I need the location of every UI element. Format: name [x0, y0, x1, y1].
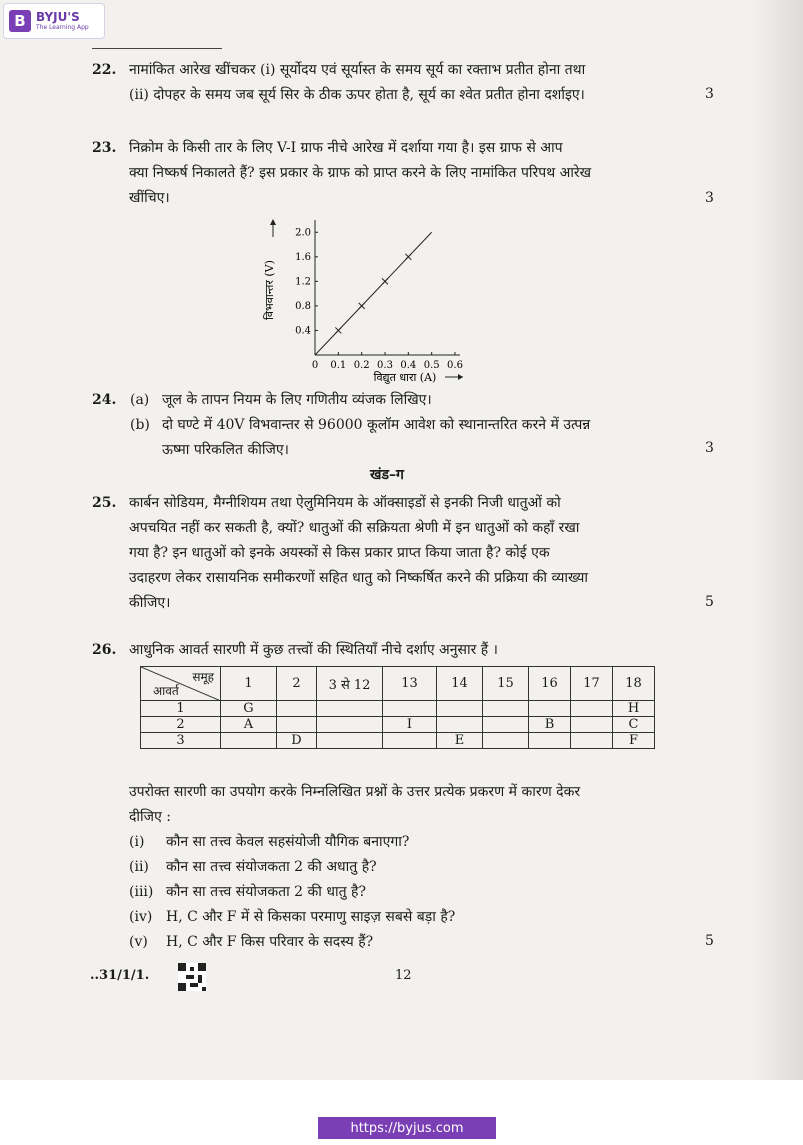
x-tick-label: 0.2 — [353, 360, 370, 371]
question-text-line: खींचिए। — [129, 190, 170, 206]
marks-q24: 3 — [705, 440, 714, 456]
element-cell — [529, 701, 571, 717]
part-label: (b) — [130, 417, 150, 433]
element-cell: A — [221, 717, 277, 733]
x-tick-label: 0.6 — [447, 360, 463, 371]
sub-question-text: कौन सा तत्त्व केवल सहसंयोजी यौगिक बनाएगा? — [166, 834, 410, 850]
element-cell — [317, 701, 383, 717]
element-cell — [317, 717, 383, 733]
element-cell — [483, 717, 529, 733]
group-header: 1 — [221, 667, 277, 701]
question-number: 26. — [92, 642, 117, 658]
y-tick-label: 1.6 — [295, 251, 311, 263]
group-header: 15 — [483, 667, 529, 701]
sub-question-label: (i) — [129, 834, 145, 850]
question-text-line: (ii) दोपहर के समय जब सूर्य सिर के ठीक ऊपर होता है, सूर्य का श्वेत प्रतीत होना दर्शाइए। — [129, 87, 585, 103]
element-cell — [571, 733, 613, 749]
series-line — [315, 232, 432, 355]
y-tick-label: 1.2 — [295, 276, 311, 288]
period-cell: 1 — [141, 701, 221, 717]
x-tick-label: 0.3 — [377, 360, 393, 371]
group-header: 13 — [383, 667, 437, 701]
element-cell: B — [529, 717, 571, 733]
table-row — [141, 717, 655, 733]
question-text-line: क्या निष्कर्ष निकालते हैं? इस प्रकार के ग्राफ को प्राप्त करने के लिए नामांकित परिपथ आरेख — [129, 165, 592, 181]
element-cell — [529, 733, 571, 749]
page-edge-shadow — [755, 0, 803, 1080]
element-cell: C — [613, 717, 655, 733]
logo-tagline: The Learning App — [36, 23, 89, 31]
table-corner-cell — [141, 667, 221, 701]
byjus-logo[interactable] — [3, 3, 105, 39]
part-text-line: ऊष्मा परिकलित कीजिए। — [162, 442, 289, 458]
question-text-line: निक्रोम के किसी तार के लिए V-I ग्राफ नीचे आरेख में दर्शाया गया है। इस ग्राफ से आप — [129, 140, 563, 156]
question-text-line: कीजिए। — [129, 595, 171, 611]
vi-graph — [255, 205, 495, 385]
period-cell: 3 — [141, 733, 221, 749]
element-cell — [437, 717, 483, 733]
group-header: 2 — [277, 667, 317, 701]
sub-question-label: (ii) — [129, 859, 149, 875]
sub-question-label: (v) — [129, 934, 148, 950]
x-label-arrowhead — [458, 374, 463, 380]
y-tick-label: 2.0 — [295, 227, 311, 239]
element-cell — [571, 717, 613, 733]
group-header: 18 — [613, 667, 655, 701]
sub-question-text: कौन सा तत्त्व संयोजकता 2 की धातु है? — [166, 884, 366, 900]
question-text-line: कार्बन सोडियम, मैग्नीशियम तथा ऐलुमिनियम के ऑक्साइडों से इनकी निजी धातुओं को — [129, 495, 561, 511]
element-cell: E — [437, 733, 483, 749]
table-header-row — [141, 667, 655, 701]
part-text: जूल के तापन नियम के लिए गणितीय व्यंजक लिखिए। — [162, 392, 432, 408]
sub-question — [129, 930, 374, 955]
sub-question-label: (iv) — [129, 909, 153, 925]
element-cell — [277, 701, 317, 717]
question-intro: आधुनिक आवर्त सारणी में कुछ तत्त्वों की स्थितियाँ नीचे दर्शाए अनुसार हैं । — [129, 642, 498, 658]
element-cell: F — [613, 733, 655, 749]
element-cell — [571, 701, 613, 717]
group-header: 17 — [571, 667, 613, 701]
element-cell — [317, 733, 383, 749]
part-text-line: दो घण्टे में 40V विभवान्तर से 96000 कूलॉम आवेश को स्थानान्तरित करने में उत्पन्न — [162, 417, 591, 433]
y-tick-label: 0.8 — [295, 300, 311, 312]
question-number: 23. — [92, 140, 117, 156]
element-cell: G — [221, 701, 277, 717]
paper-code: ..31/1/1. — [90, 968, 150, 983]
group-header: 16 — [529, 667, 571, 701]
question-text-line: अपचयित नहीं कर सकती है, क्यों? धातुओं की सक्रियता श्रेणी में इन धातुओं को कहाँ रखा — [129, 520, 580, 536]
table-row — [141, 701, 655, 717]
page-number: 12 — [395, 968, 412, 983]
x-tick-label: 0.1 — [330, 360, 347, 371]
periodic-table — [140, 666, 655, 749]
sub-question-list — [129, 830, 456, 955]
x-tick-label: 0.5 — [423, 360, 440, 371]
element-cell — [437, 701, 483, 717]
element-cell: D — [277, 733, 317, 749]
website-link[interactable]: https://byjus.com — [318, 1117, 496, 1139]
question-number: 25. — [92, 495, 117, 511]
sub-question-text: H, C और F में से किसका परमाणु साइज़ सबसे बड़ा है? — [166, 909, 456, 925]
question-text-line: उदाहरण लेकर रासायनिक समीकरणों सहित धातु को निष्कर्षित करने की प्रक्रिया की व्याख्या — [129, 570, 588, 586]
element-cell — [277, 717, 317, 733]
sub-question — [129, 905, 456, 930]
marks-q26: 5 — [705, 933, 714, 949]
corner-group-label: समूह — [192, 670, 214, 684]
question-text-line: गया है? इन धातुओं को इनके अयस्कों से किस प्रकार प्राप्त किया जाता है? कोई एक — [129, 545, 550, 561]
element-cell — [383, 701, 437, 717]
logo-name: BYJU'S — [36, 9, 80, 24]
group-header: 14 — [437, 667, 483, 701]
sub-question-text: कौन सा तत्त्व संयोजकता 2 की अधातु है? — [166, 859, 377, 875]
corner-period-label: आवर्त — [153, 684, 179, 698]
element-cell — [383, 733, 437, 749]
marks-q23: 3 — [705, 190, 714, 206]
qr-code-icon — [178, 963, 206, 991]
question-number: 22. — [92, 62, 117, 78]
element-cell: I — [383, 717, 437, 733]
instruction-line: उपरोक्त सारणी का उपयोग करके निम्नलिखित प्रश्नों के उत्तर प्रत्येक प्रकरण में कारण देकर — [129, 784, 581, 800]
question-instruction — [129, 780, 689, 830]
table-row — [141, 733, 655, 749]
marks-q22: 3 — [705, 86, 714, 102]
question-text-line: नामांकित आरेख खींचकर (i) सूर्योदय एवं सूर्यास्त के समय सूर्य का रक्ताभ प्रतीत होना तथा — [129, 62, 586, 78]
part-text — [162, 413, 662, 463]
top-divider — [92, 48, 222, 49]
x-tick-label: 0.4 — [400, 360, 417, 371]
element-cell — [483, 701, 529, 717]
group-header: 3 से 12 — [317, 667, 383, 701]
logo-mark: B — [9, 10, 31, 32]
y-tick-label: 0.4 — [295, 325, 311, 337]
sub-question — [129, 830, 410, 855]
sub-question-label: (iii) — [129, 884, 154, 900]
part-label: (a) — [130, 392, 150, 408]
section-heading: खंड–ग — [370, 467, 404, 483]
element-cell — [483, 733, 529, 749]
sub-question — [129, 855, 377, 880]
element-cell — [221, 733, 277, 749]
sub-question — [129, 880, 366, 905]
element-cell: H — [613, 701, 655, 717]
instruction-line: दीजिए : — [129, 809, 171, 825]
y-label-arrowhead — [270, 219, 276, 225]
y-axis-label: विभवान्तर (V) — [263, 260, 276, 320]
marks-q25: 5 — [705, 594, 714, 610]
question-number: 24. — [92, 392, 117, 408]
x-tick-label: 0 — [311, 360, 319, 371]
x-axis-label: विद्युत धारा (A) — [373, 371, 437, 384]
period-cell: 2 — [141, 717, 221, 733]
sub-question-text: H, C और F किस परिवार के सदस्य हैं? — [166, 934, 374, 950]
